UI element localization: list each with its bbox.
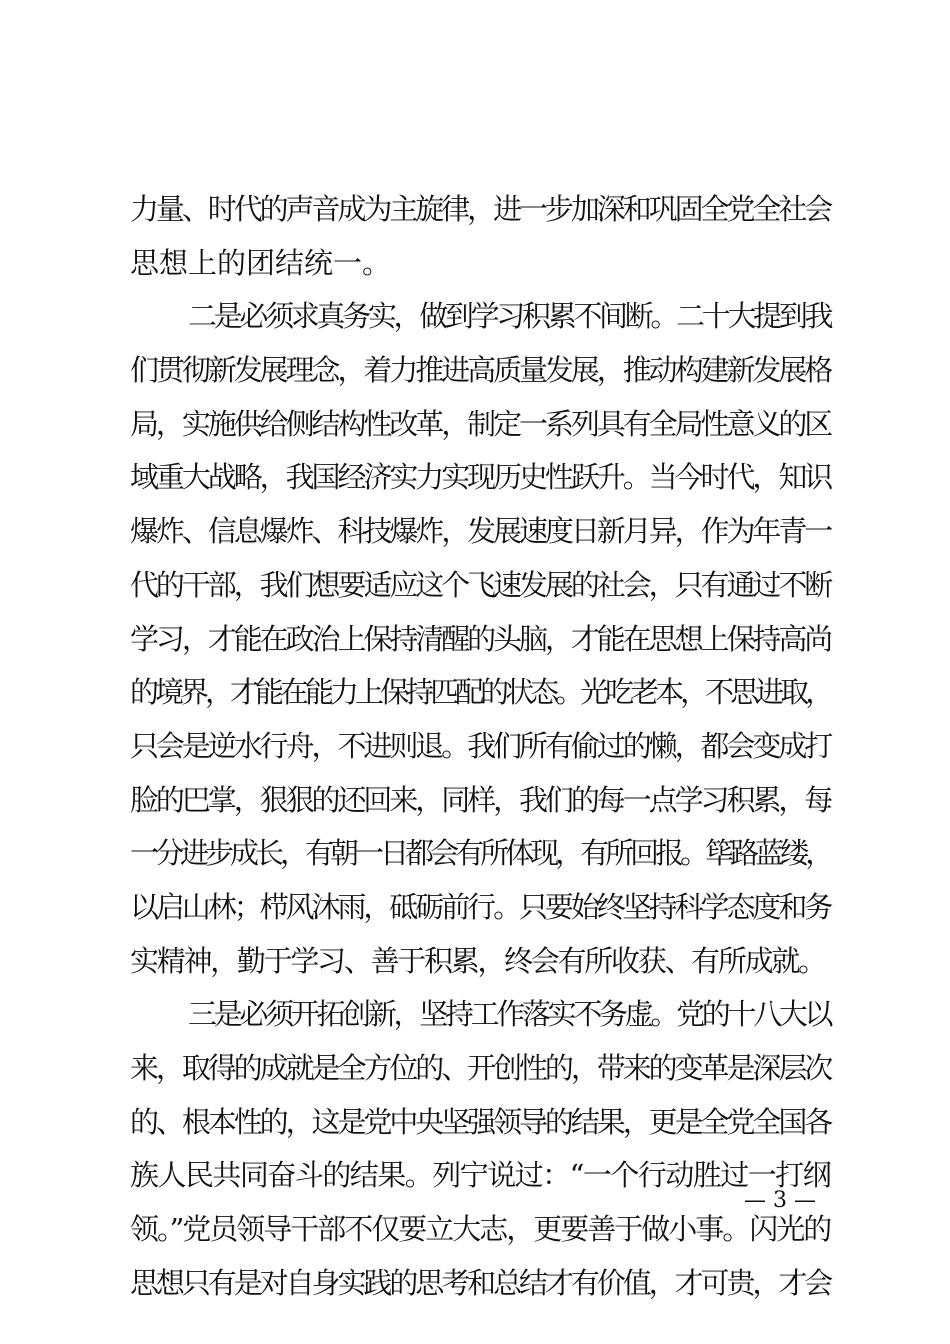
text-line: 代的干部，我们想要适应这个飞速发展的社会，只有通过不断 [130,567,830,602]
text-line: 局，实施供给侧结构性改革，制定一系列具有全局性意义的区 [130,406,830,441]
text-line: 们贯彻新发展理念，着力推进高质量发展，推动构建新发展格 [130,353,830,388]
text-line: 以启山林；栉风沐雨，砥砺前行。只要始终坚持科学态度和务 [130,889,830,924]
text-line: 实精神，勤于学习、善于积累，终会有所收获、有所成就。 [130,943,825,978]
text-line: 力量、时代的声音成为主旋律，进一步加深和巩固全党全社会 [130,192,830,226]
text-line: 的、根本性的，这是党中央坚强领导的结果，更是全党全国各 [130,1104,830,1139]
page-number: — 3 — [744,1188,816,1213]
text-line: 一分进步成长，有朝一日都会有所体现，有所回报。筚路蓝缕， [130,836,830,871]
text-line: 领。”党员领导干部不仅要立大志，更要善于做小事。闪光的 [130,1212,830,1247]
text-line: 族人民共同奋斗的结果。列宁说过：“一个行动胜过一打纲 [130,1158,830,1193]
text-line: 域重大战略，我国经济实力实现历史性跃升。当今时代，知识 [130,460,830,495]
text-line: 思想只有是对自身实践的思考和总结才有价值，才可贵，才会 [130,1265,830,1300]
body-text [130,183,830,1310]
text-line: 只会是逆水行舟，不进则退。我们所有偷过的懒，都会变成打 [130,728,830,763]
text-line: 来，取得的成就是全方位的、开创性的，带来的变革是深层次 [130,1051,830,1085]
text-line: 脸的巴掌，狠狠的还回来，同样，我们的每一点学习积累，每 [130,782,830,817]
text-line: 爆炸、信息爆炸、科技爆炸，发展速度日新月异，作为年青一 [130,514,830,549]
text-line: 的境界，才能在能力上保持匹配的状态。光吃老本，不思进取， [130,675,830,710]
text-line: 思想上的团结统一。 [130,245,392,280]
text-line: 二是必须求真务实，做到学习积累不间断。二十大提到我 [188,299,830,334]
text-line: 学习，才能在政治上保持清醒的头脑，才能在思想上保持高尚 [130,621,830,656]
text-line: 三是必须开拓创新，坚持工作落实不务虚。党的十八大以 [188,997,830,1032]
